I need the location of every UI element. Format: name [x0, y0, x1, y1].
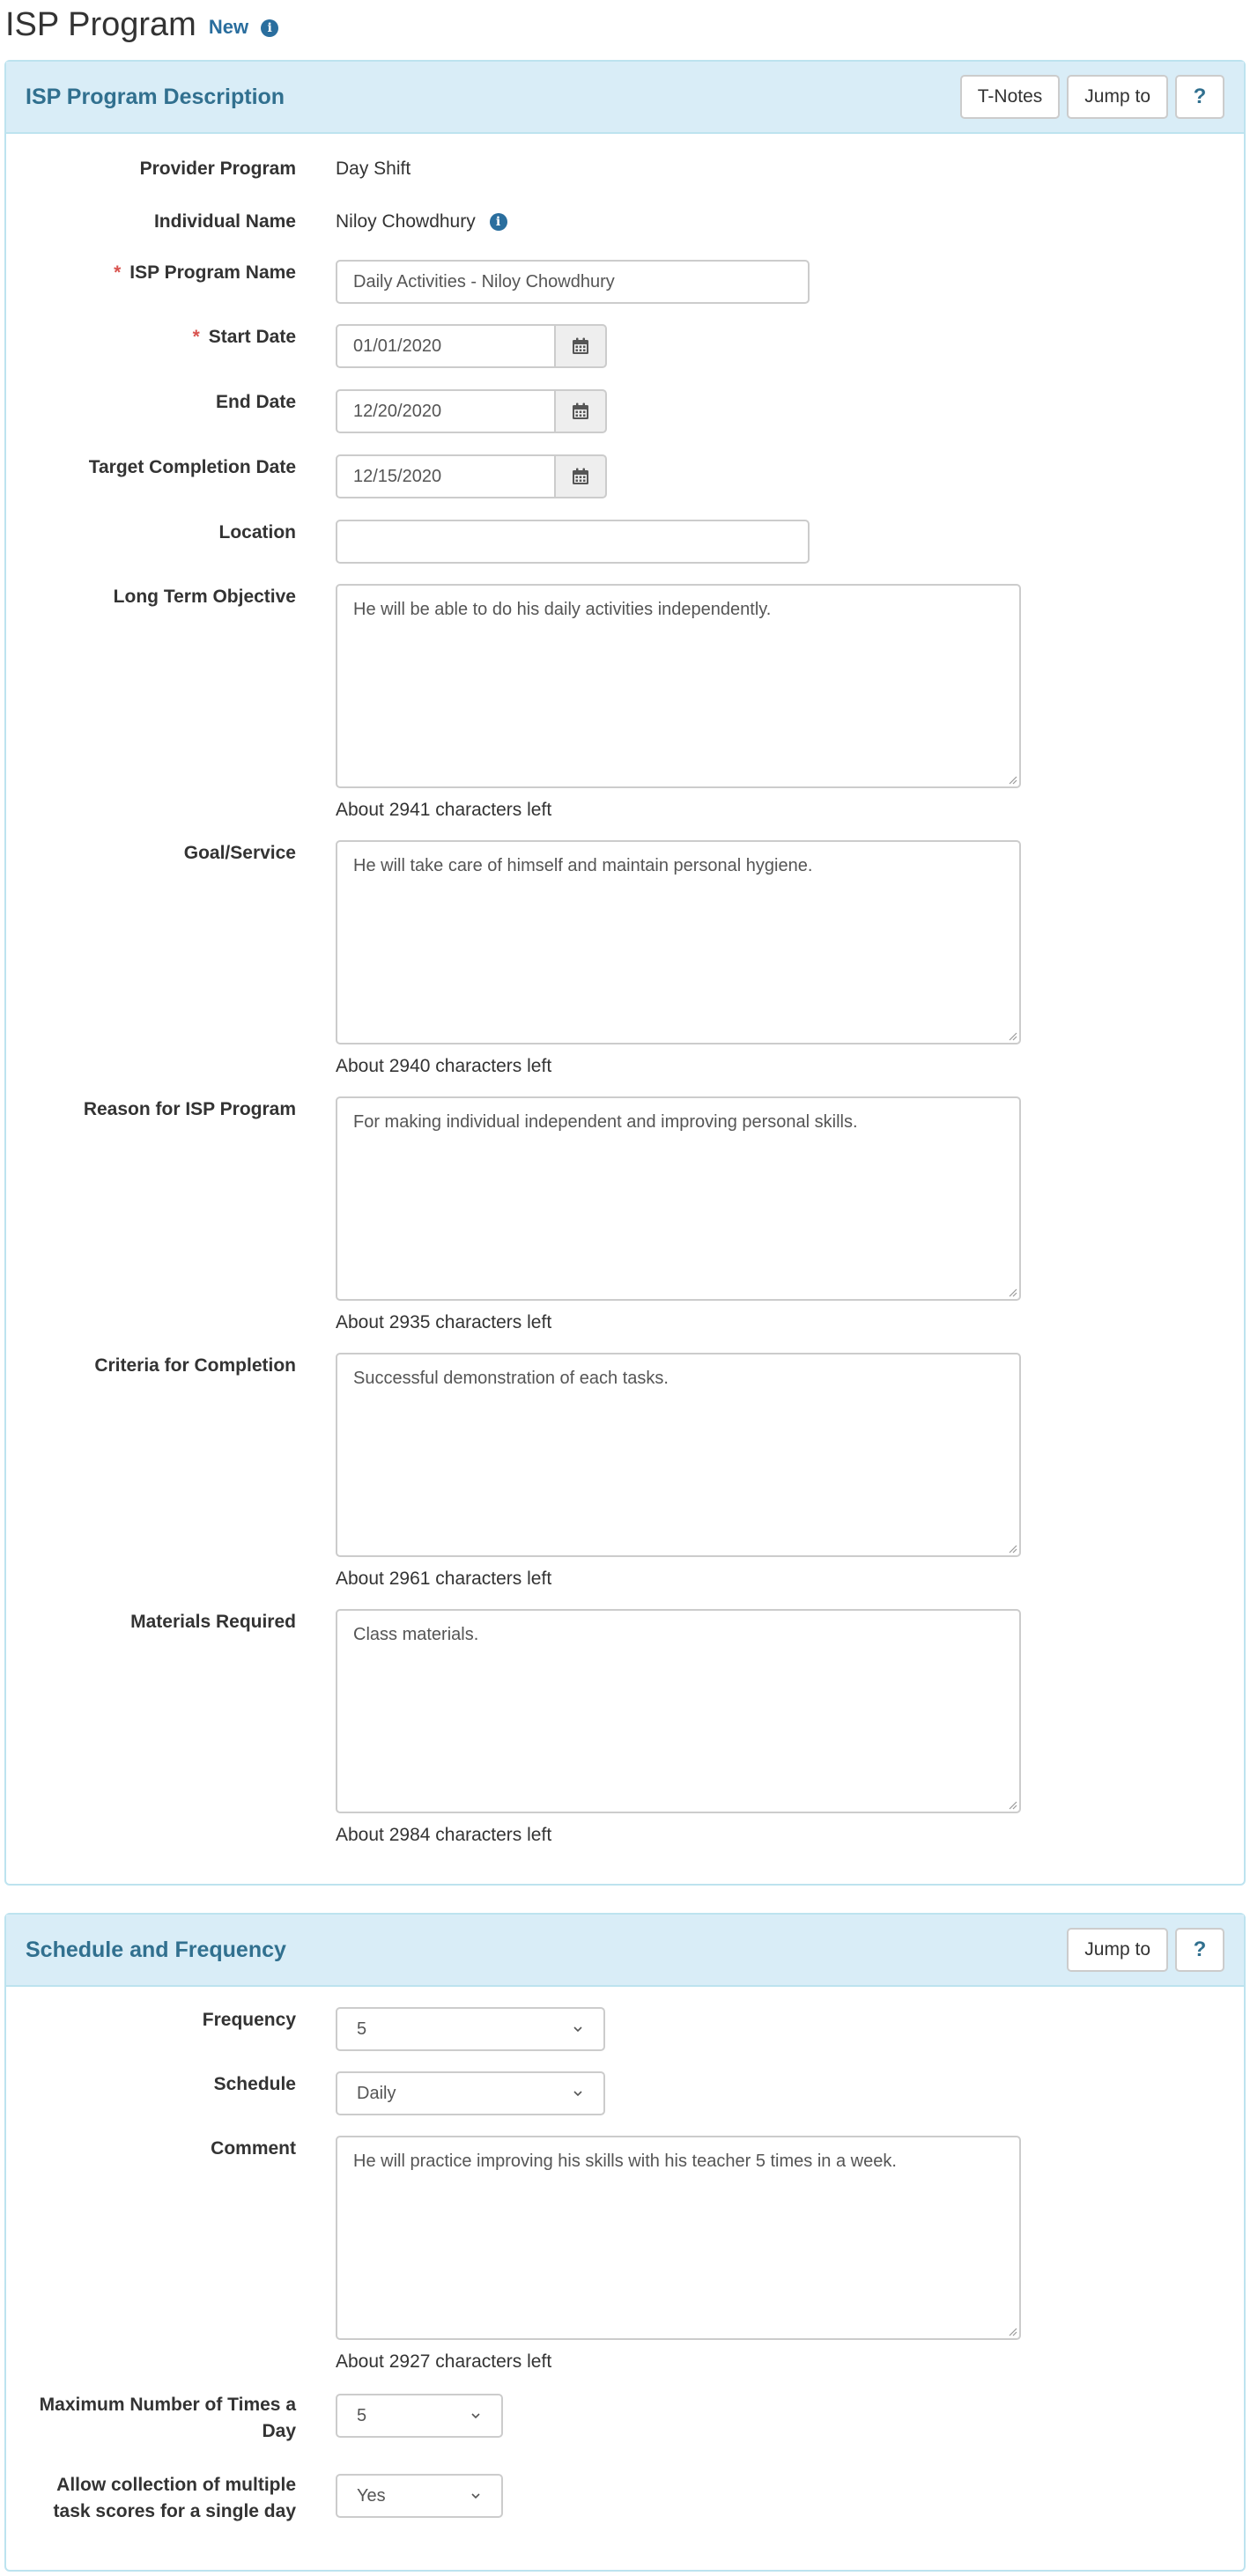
criteria-textarea[interactable]: [336, 1353, 1021, 1557]
start-date-input[interactable]: 01/01/2020: [336, 324, 554, 368]
goal-service-chars-left: About 2940 characters left: [336, 1056, 552, 1076]
max-times-label-line1: Maximum Number of Times a: [39, 2395, 296, 2415]
isp-program-name-label: ISP Program Name: [129, 262, 296, 283]
resize-grip-icon[interactable]: [1007, 1030, 1017, 1041]
end-date-calendar-button[interactable]: [554, 389, 607, 433]
chevron-down-icon: [572, 2023, 584, 2035]
allow-multiple-selected-value: Yes: [357, 2485, 386, 2506]
schedule-selected-value: Daily: [357, 2083, 396, 2103]
isp-program-name-label-container: [14, 260, 296, 286]
page-header: [5, 0, 278, 49]
resize-grip-icon[interactable]: [1007, 1799, 1017, 1810]
jump-to-button[interactable]: Jump to: [1067, 1928, 1168, 1972]
provider-program-label: Provider Program: [139, 159, 296, 179]
end-date-label: End Date: [215, 392, 296, 412]
panel-buttons: [1067, 1928, 1224, 1972]
page-title: ISP Program: [5, 5, 196, 43]
frequency-selected-value: 5: [357, 2019, 367, 2039]
allow-multiple-select[interactable]: [336, 2474, 503, 2518]
criteria-value: Successful demonstration of each tasks.: [353, 1369, 669, 1388]
panel-title: ISP Program Description: [26, 84, 285, 109]
location-input[interactable]: [336, 520, 810, 564]
help-button[interactable]: ?: [1175, 1928, 1224, 1972]
schedule-frequency-panel: [4, 1913, 1246, 2572]
max-times-select[interactable]: [336, 2394, 503, 2438]
max-times-label: [14, 2392, 296, 2445]
max-times-selected-value: 5: [357, 2405, 367, 2425]
long-term-objective-chars-left: About 2941 characters left: [336, 800, 552, 820]
comment-value: He will practice improving his skills with his teacher 5 times in a week.: [353, 2152, 897, 2171]
materials-textarea[interactable]: [336, 1609, 1021, 1813]
calendar-icon: [572, 468, 589, 485]
panel-title: Schedule and Frequency: [26, 1937, 286, 1962]
start-date-label: Start Date: [208, 327, 296, 347]
location-label: Location: [218, 522, 296, 543]
long-term-objective-textarea[interactable]: [336, 584, 1021, 788]
goal-service-value: He will take care of himself and maintain personal hygiene.: [353, 856, 813, 875]
end-date-input[interactable]: 12/20/2020: [336, 389, 554, 433]
target-completion-date-input[interactable]: 12/15/2020: [336, 454, 554, 498]
new-label-text: New: [208, 16, 249, 38]
resize-grip-icon[interactable]: [1007, 1543, 1017, 1554]
comment-chars-left: About 2927 characters left: [336, 2351, 552, 2372]
resize-grip-icon[interactable]: [1007, 2326, 1017, 2336]
materials-chars-left: About 2984 characters left: [336, 1825, 552, 1845]
start-date-label-container: [14, 324, 296, 351]
materials-value: Class materials.: [353, 1625, 479, 1644]
end-date-group: [336, 389, 607, 433]
help-button[interactable]: ?: [1175, 75, 1224, 119]
long-term-objective-label: Long Term Objective: [113, 587, 296, 607]
allow-multiple-label-line2: task scores for a single day: [53, 2501, 296, 2521]
allow-multiple-label-line1: Allow collection of multiple: [56, 2475, 296, 2495]
jump-to-button[interactable]: Jump to: [1067, 75, 1168, 119]
chevron-down-icon: [572, 2087, 584, 2100]
info-icon[interactable]: i: [490, 213, 507, 231]
criteria-chars-left: About 2961 characters left: [336, 1568, 552, 1589]
provider-program-value: Day Shift: [336, 159, 411, 179]
panel-heading: [6, 1915, 1244, 1987]
target-completion-date-group: [336, 454, 607, 498]
chevron-down-icon: [470, 2410, 482, 2422]
resize-grip-icon[interactable]: [1007, 774, 1017, 785]
new-status-label: [209, 16, 278, 39]
comment-label: Comment: [211, 2138, 296, 2159]
goal-service-label: Goal/Service: [183, 843, 296, 863]
materials-label: Materials Required: [130, 1612, 296, 1632]
panel-heading: [6, 62, 1244, 134]
frequency-select[interactable]: [336, 2007, 605, 2051]
isp-program-name-input[interactable]: [336, 260, 810, 304]
reason-textarea[interactable]: [336, 1096, 1021, 1301]
tnotes-button[interactable]: T-Notes: [960, 75, 1061, 119]
resize-grip-icon[interactable]: [1007, 1287, 1017, 1297]
individual-name-label: Individual Name: [153, 211, 296, 232]
target-completion-date-calendar-button[interactable]: [554, 454, 607, 498]
start-date-group: [336, 324, 607, 368]
schedule-select[interactable]: [336, 2071, 605, 2115]
allow-multiple-label: [14, 2472, 296, 2525]
calendar-icon: [572, 337, 589, 355]
chevron-down-icon: [470, 2490, 482, 2502]
required-mark: *: [192, 327, 200, 347]
frequency-label: Frequency: [202, 2010, 296, 2030]
schedule-label: Schedule: [213, 2074, 296, 2094]
target-completion-date-label: Target Completion Date: [88, 457, 296, 477]
max-times-label-line2: Day: [262, 2421, 296, 2441]
reason-value: For making individual independent and improving personal skills.: [353, 1112, 858, 1132]
isp-description-panel: [4, 60, 1246, 1886]
goal-service-textarea[interactable]: [336, 840, 1021, 1044]
long-term-objective-value: He will be able to do his daily activities independently.: [353, 600, 772, 619]
info-icon[interactable]: i: [261, 19, 278, 37]
comment-textarea[interactable]: [336, 2136, 1021, 2340]
panel-buttons: [960, 75, 1224, 119]
individual-name-container: [336, 209, 507, 235]
reason-label: Reason for ISP Program: [83, 1099, 296, 1119]
isp-program-name-input-value: Daily Activities - Niloy Chowdhury: [353, 271, 615, 292]
reason-chars-left: About 2935 characters left: [336, 1312, 552, 1332]
required-mark: *: [114, 262, 122, 283]
individual-name-value: Niloy Chowdhury: [336, 211, 476, 232]
start-date-calendar-button[interactable]: [554, 324, 607, 368]
criteria-label: Criteria for Completion: [94, 1355, 296, 1376]
calendar-icon: [572, 402, 589, 420]
